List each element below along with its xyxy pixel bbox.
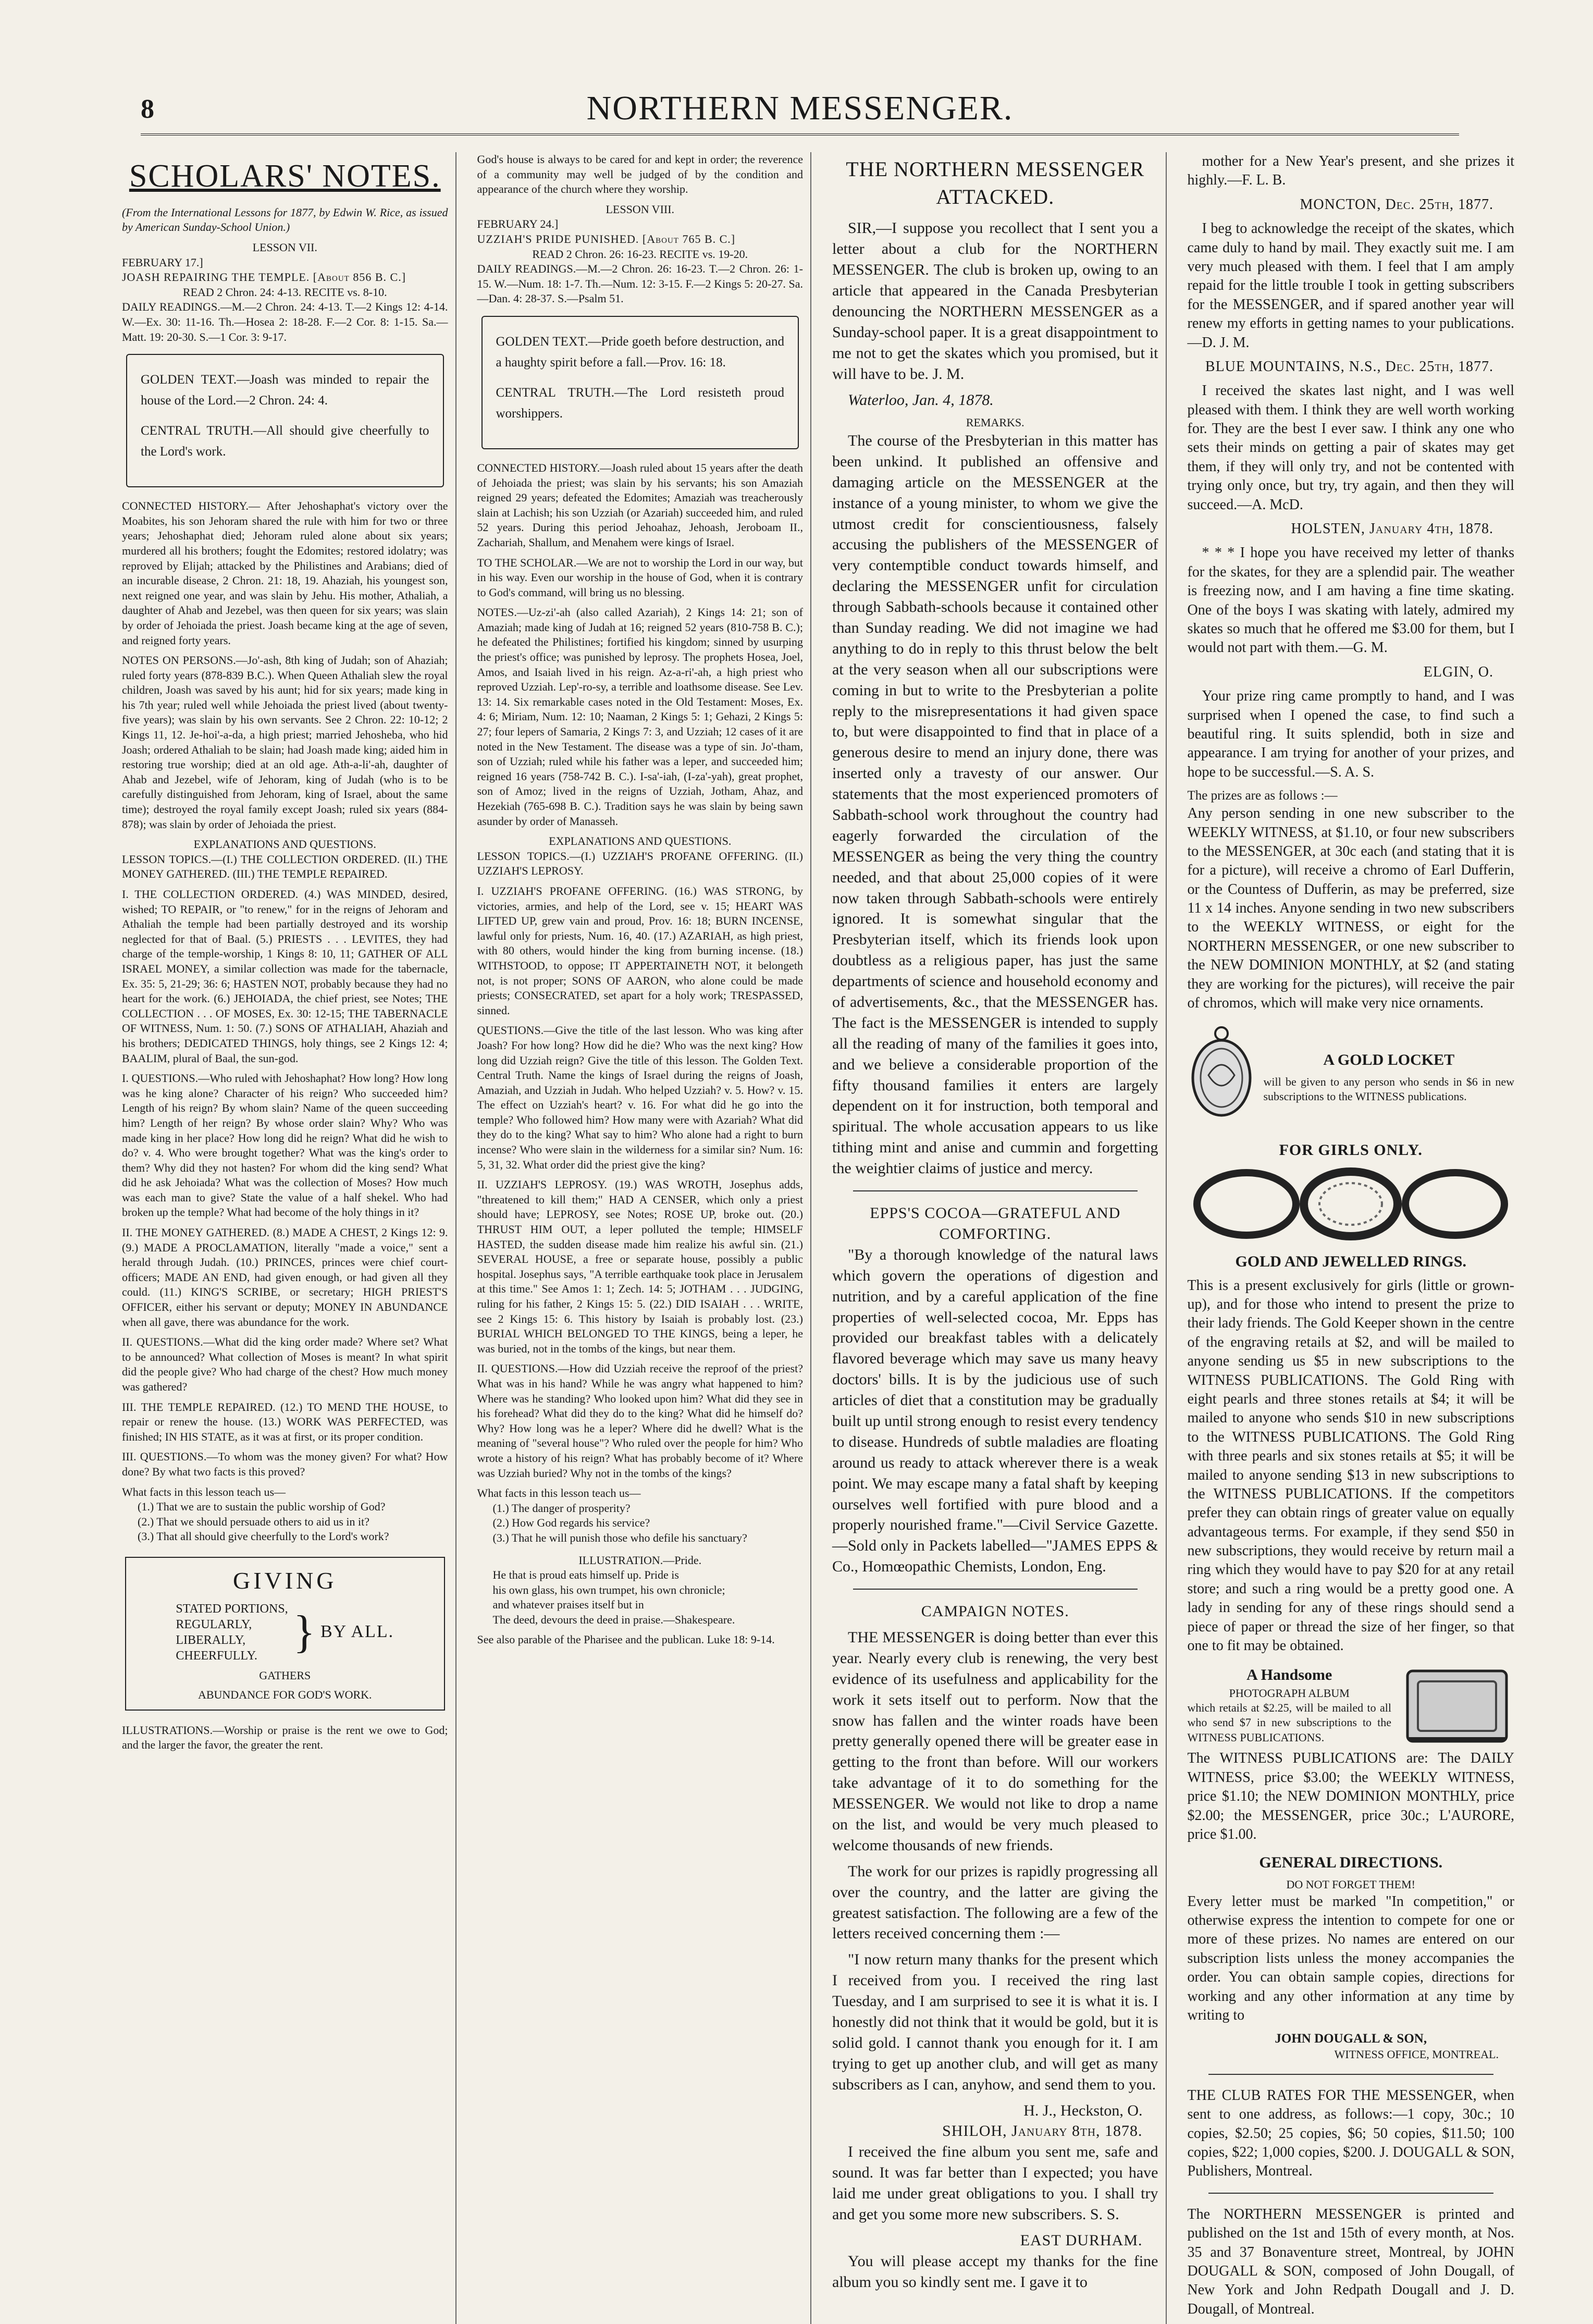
article-title: THE NORTHERN MESSENGER ATTACKED. xyxy=(846,157,1145,209)
questions-3: III. QUESTIONS.—To whom was the money given? For what? How done? By what two facts is this proved? xyxy=(122,1450,448,1478)
campaign-paragraph: The work for our prizes is rapidly progressing all over the country, and the latter are giving the greatest satisfaction. The following are a few of the letters received concerning them :— xyxy=(832,1862,1158,1942)
fact-item: (3.) That he will punish those who defile his sanctuary? xyxy=(492,1531,747,1544)
fact-item: (2.) How God regards his service? xyxy=(492,1516,650,1530)
for-girls-title: FOR GIRLS ONLY. xyxy=(1279,1141,1423,1159)
columns xyxy=(115,152,1522,2317)
letter-place: ELGIN, O. xyxy=(1423,663,1493,680)
campaign-paragraph: THE MESSENGER is doing better than ever this year. Nearly every club is renewing, the very best evidence of its usefulness and applicability for the work it sets itself out to perform. Now that the snow has fallen and the winter roads have been pretty generally opened there will be greater ease in getting to the front than before. Will our workers take advantage of it to do something for the MESSENGER. We would not like to drop a name on the list, and would be very much pleased to welcome thousands of new friends. xyxy=(832,1628,1158,1854)
locket-ad xyxy=(1188,1018,1515,1127)
poem-line: He that is proud eats himself up. Pride is xyxy=(492,1568,679,1582)
final-note: See also parable of the Pharisee and the publican. Luke 18: 9-14. xyxy=(477,1633,775,1646)
page-header xyxy=(141,78,1459,136)
giving-footer: ABUNDANCE FOR GOD'S WORK. xyxy=(197,1688,372,1701)
campaign-paragraph: "I now return many thanks for the present which I received from you. I received the ring last Tuesday, and I am surprised to see it is what it is. I honestly did not think that it would be gold, but it is solid gold. I cannot thank you enough for it. I am trying to get up another club, and will get as many subscribers as I can, anyhow, and send them to you. xyxy=(832,1951,1158,2093)
giving-row xyxy=(135,1601,435,1664)
firm-name: JOHN DOUGALL & SON, xyxy=(1275,2032,1427,2046)
rings-text: This is a present exclusively for girls (little or grown-up), and for those who intend to present the prize to their lady friends. The Gold Keeper shown in the centre of the engraving retails at $2, and will be mailed to anyone sending us $5 in new subscriptions to the WITNESS PUBLICATIONS. The Gold Ring with eight pearls and three stones retails at $4; it will be mailed to anyone who sends $10 in new subscriptions to the WITNESS PUBLICATIONS. The Gold Ring with three pearls and six stones retails at $5; it will be mailed to anyone sending $13 in new subscriptions to the WITNESS PUBLICATIONS. If the competitors prefer they can obtain rings of greater value on equally advantageous terms. For example, if they send $50 in new subscriptions, they would receive by return mail a ring which they would have to pay $20 for at any retail store; and such a ring would be a pretty good one. A lady in sending for any of these rings should send a piece of paper or thread the size of her finger, so that one to fit may be obtained. xyxy=(1187,1277,1514,1654)
letter-text: I received the fine album you sent me, safe and sound. It was far better than I expected; you have laid me under great obligations to you. I shall try and get you some more new subscribers. S. S. xyxy=(832,2143,1158,2223)
directions-title: GENERAL DIRECTIONS. xyxy=(1259,1854,1443,1872)
divider xyxy=(1208,2074,1494,2075)
read-recite: READ 2 Chron. 24: 4-13. RECITE vs. 8-10. xyxy=(182,285,387,299)
explanations-title: EXPLANATIONS AND QUESTIONS. xyxy=(193,838,376,851)
letter-place: HOLSTEN, January 4th, 1878. xyxy=(1291,521,1493,537)
lesson-topics: LESSON TOPICS.—(I.) THE COLLECTION ORDERED. (II.) THE MONEY GATHERED. (III.) THE TEMPLE REPAIRED. xyxy=(122,852,448,881)
directions-sub: DO NOT FORGET THEM! xyxy=(1286,1877,1415,1891)
giving-title: GIVING xyxy=(232,1567,337,1594)
fact-item: (1.) That we are to sustain the public worship of God? xyxy=(138,1500,386,1514)
questions-1: QUESTIONS.—Give the title of the last lesson. Who was king after Joash? For how long? How did he die? Who was the next king? How long did Uzziah reign? Give the title of this lesson. The Golden Text. Central Truth. Name the kings of Israel during the reigns of Joash, Amaziah, and Uzziah in Judah. Who helped Uzziah? v. 5. How? v. 15. The effect on Uzziah's heart? v. 16. For what did he go into the temple? Who followed him? How many were with Azariah? What did they do to the king? What say to him? Who alone had a right to burn incense? Who were slain in the wilderness for a similar sin? Num. 16: 5, 31, 32. What order did the priest give the king? xyxy=(477,1024,803,1171)
fact-item: (1.) The danger of prosperity? xyxy=(492,1501,631,1515)
prizes-text: Any person sending in one new subscriber to the WEEKLY WITNESS, at $1.10, or four new subscribers to the MESSENGER, at 30c each (and stating that it is for a picture), will receive a chromo of Earl Dufferin, or the Countess of Dufferin, as may be preferred, size 11 x 14 inches. Anyone sending in two new subscribers to the WEEKLY WITNESS, or eight for the NORTHERN MESSENGER, or one new subscriber to the NEW DOMINION MONTHLY, at $2 (and stating they are working for the pictures), will receive the pair of chromos, which will make very nice ornaments. xyxy=(1187,805,1514,1012)
illustrations: ILLUSTRATIONS.—Worship or praise is the rent we owe to God; and the larger the favor, the greater the rent. xyxy=(122,1723,448,1752)
questions-2: II. QUESTIONS.—What did the king order made? Where set? What to be announced? What collection of Moses is meant? In what spirit did the people give? Who had charge of the chest? How much money was gathered? xyxy=(122,1335,448,1394)
directions-text: Every letter must be marked "In competition," or otherwise express the intention to compete for one or more of these prizes. No names are entered on our subscription lists unless the money accompanies the order. You can obtain sample copies, directions for working and any other information at any time by writing to xyxy=(1187,1893,1514,2023)
letter-paragraph: SIR,—I suppose you recollect that I sent you a letter about a club for the NORTHERN MESSENGER. The club is broken up, owing to an article that appeared in the Canada Presbyterian denouncing the NORTHERN MESSENGER as a Sunday-school paper. It is a great disappointment to me not to get the skates which you promised, but it will have to be. J. M. xyxy=(832,219,1158,383)
letter-continuation: mother for a New Year's present, and she prizes it highly.—F. L. B. xyxy=(1187,153,1514,189)
golden-text: GOLDEN TEXT.—Pride goeth before destruction, and a haughty spirit before a fall.—Prov. 16: 18. xyxy=(496,334,784,370)
golden-text-box xyxy=(481,316,799,449)
part-1-collection: I. THE COLLECTION ORDERED. (4.) WAS MINDED, desired, wished; TO REPAIR, or "to renew," for in the reigns of Jehoram and Athaliah the temple had been partially destroyed and its worship neglected for that of Baal. (5.) PRIESTS . . . LEVITES, they had charge of the temple-worship, 1 Kings 8: 10, 11; GATHER OF ALL ISRAEL MONEY, a similar collection was made for the tabernacle, Ex. 35: 5, 21-29; 36: 6; HASTEN NOT, probably because they had no heart for the work. (6.) JEHOIADA, the chief priest, see Notes; THE COLLECTION . . . OF MOSES, Ex. 30: 12-15; THE TABERNACLE OF WITNESS, Num. 1: 50. (7.) SONS OF ATHALIAH, Ahaziah and his brothers; DEDICATED THINGS, holy things, see 2 Kings 12: 4; BAALIM, plural of Baal, the sun-god. xyxy=(122,888,448,1065)
questions-1: I. QUESTIONS.—Who ruled with Jehoshaphat? How long? How long was he king alone? Character of his reign? Who succeeded him? Length of his reign? By whom slain? Name of the queen succeeding him? Length of her reign? By whose order slain? Why? Who was made king in her place? How long did he reign? What did he wish to do? v. 4. Who were brought together? What was the king's order to them? Why did they not hasten? For whom did the king send? What did he ask Jehoiada? What was the collection of Moses? How much was each man to give? State the value of a half shekel. Who had broken up the temple? What had become of the holy things in it? xyxy=(122,1072,448,1219)
giving-line: REGULARLY, xyxy=(176,1617,252,1631)
album-sub: PHOTOGRAPH ALBUM xyxy=(1229,1686,1350,1700)
rings-title: GOLD AND JEWELLED RINGS. xyxy=(1235,1253,1466,1270)
album-ad xyxy=(1188,1661,1515,1749)
rings-icon xyxy=(1189,1165,1512,1243)
to-the-scholar: TO THE SCHOLAR.—We are not to worship the Lord in our way, but in his way. Even our worship in the house of God, when it is contrary to God's command, will bring us no blessing. xyxy=(477,556,803,599)
lesson-topics: LESSON TOPICS.—(I.) UZZIAH'S PROFANE OFFERING. (II.) UZZIAH'S LEPROSY. xyxy=(477,849,803,878)
connected-history: CONNECTED HISTORY.—Joash ruled about 15 years after the death of Jehoiada the priest; was slain by his servants; his son Amaziah reigned 29 years; defeated the Edomites; Amaziah was treacherously slain at Lachish; his son Uzziah (or Azariah) succeeded him, and ruled 52 years. During this period Jehoahaz, Jehoash, Jeroboam II., Zachariah, Shallum, and Menahem were kings of Israel. xyxy=(477,461,803,549)
notes-on-persons: NOTES ON PERSONS.—Jo'-ash, 8th king of Judah; son of Ahaziah; ruled forty years (878-839 B.C.). When Queen Athaliah slew the royal children, Joash was saved by his aunt; hid for six years; made king in his 7th year; ruled well while Jehoiada the priest lived (about twenty-five years); was slain by his own servants. See 2 Chron. 22: 10-12; 2 Kings 11, 12. Je-hoi'-a-da, a high priest; married Jehosheba, who hid Joash; ordered Athaliah to be slain; had Joash made king; aided him in restoring true worship; died at an old age. Ath-a-li'-ah, daughter of Ahab and Jezebel, wife of Jehoram, king of Judah (who is to be carefully distinguished from Jehoram, king of Israel, about the same time); destroyed the royal family except Joash; ruled six years (884-878); was slain by order of Jehoiada the priest. xyxy=(122,654,448,831)
letter-text: * * * I hope you have received my letter of thanks for the skates, for they are a splendid pair. The weather is freezing now, and I am having a fine time skating. One of the boys I was skating with lately, admired my skates so much that he offered me $3.00 for them, but I would not part with them.—G. M. xyxy=(1187,545,1514,656)
album-text: which retails at $2.25, will be mailed to all who send $7 in new subscriptions to the WITNESS PUBLICATIONS. xyxy=(1187,1701,1391,1744)
club-rates: THE CLUB RATES FOR THE MESSENGER, when sent to one address, as follows:—1 copy, 30c.; 10 copies, $2.50; 25 copies, $6; 50 copies, $11.50; 100 copies, $22; 1,000 copies, $200. J. DOUGALL & SON, Publishers, Montreal. xyxy=(1187,2087,1514,2180)
letter-place: BLUE MOUNTAINS, N.S., Dec. 25th, 1877. xyxy=(1205,358,1493,375)
part-2-money: II. THE MONEY GATHERED. (8.) MADE A CHEST, 2 Kings 12: 9. (9.) MADE A PROCLAMATION, literally "made a voice," sent a herald through Judah. (10.) PRINCES, princes were chief court-officers; MADE AN END, had given enough, or had given all they could. (11.) KING'S SCRIBE, or secretary; HIGH PRIEST'S OFFICER, either his servant or deputy; MONEY IN ABUNDANCE when all gave, there was abundance for the work. xyxy=(122,1226,448,1329)
epps-title: EPPS'S COCOA—GRATEFUL AND COMFORTING. xyxy=(870,1204,1121,1243)
giving-lines xyxy=(176,1601,288,1664)
poem-line: The deed, devours the deed in praise.—Shakespeare. xyxy=(492,1613,735,1626)
scholars-notes-title: SCHOLARS' NOTES. xyxy=(129,158,441,194)
central-truth: CENTRAL TRUTH.—All should give cheerfully to the Lord's work. xyxy=(141,424,429,459)
locket-icon xyxy=(1188,1023,1255,1122)
connected-history: CONNECTED HISTORY.— After Jehoshaphat's victory over the Moabites, his son Jehoram shared the rule with him for two or three years; Jehoshaphat died; Jehoram ruled alone about six years; murdered all his brothers; fought the Edomites; restored idolatry; was reproved by Elijah; attacked by the Philistines and Arabians; died of an incurable disease, 2 Chron. 21: 18, 19. Ahaziah, his youngest son, next reigned one year, and was slain by Jehu. His mother, Athaliah, a daughter of Ahab and Jezebel, was then queen for six years; was slain by order of Jehoiada the priest. Joash became king at the age of seven, and reigned forty years. xyxy=(122,499,448,647)
album-title: A Handsome xyxy=(1246,1666,1332,1684)
letter-text: Your prize ring came promptly to hand, and I was surprised when I opened the case, to find such a beautiful ring. It suits splendid, both in size and appearance. I am trying for another of your prizes, and hope to be successful.—S. A. S. xyxy=(1187,688,1514,780)
giving-by-all: BY ALL. xyxy=(320,1622,394,1642)
illustration-title: ILLUSTRATION.—Pride. xyxy=(578,1553,702,1567)
intro: God's house is always to be cared for and kept in order; the reverence of a community may well be judged of by the condition and appearance of the church where they worship. xyxy=(477,153,803,196)
letter-place: MONCTON, Dec. 25th, 1877. xyxy=(1300,196,1493,213)
letter-text: You will please accept my thanks for the fine album you so kindly sent me. I gave it to xyxy=(832,2252,1158,2291)
central-truth: CENTRAL TRUTH.—The Lord resisteth proud worshippers. xyxy=(496,385,784,421)
locket-title: A GOLD LOCKET xyxy=(1323,1051,1455,1069)
column-2 xyxy=(470,152,812,2324)
giving-line: LIBERALLY, xyxy=(176,1633,246,1647)
lesson-number: LESSON VIII. xyxy=(606,202,675,216)
part-3-temple: III. THE TEMPLE REPAIRED. (12.) TO MEND THE HOUSE, to repair or renew the house. (13.) WORK WAS PERFECTED, was finished; IN HIS STATE, as it was at first, or its proper condition. xyxy=(122,1400,448,1443)
dateline: EAST DURHAM. xyxy=(1020,2231,1143,2249)
letter-dateline: Waterloo, Jan. 4, 1878. xyxy=(848,391,994,409)
giving-gathers: GATHERS xyxy=(259,1668,311,1682)
facts-intro: What facts in this lesson teach us— xyxy=(122,1485,286,1498)
poem-line: and whatever praises itself but in xyxy=(492,1598,644,1612)
poem-line: his own glass, his own trumpet, his own chronicle; xyxy=(492,1583,725,1596)
fact-item: (3.) That all should give cheerfully to the Lord's work? xyxy=(138,1530,389,1543)
giving-line: STATED PORTIONS, xyxy=(176,1602,288,1616)
page-number: 8 xyxy=(141,94,154,124)
locket-text: will be given to any person who sends in $6 in new subscriptions to the WITNESS publications. xyxy=(1263,1075,1514,1103)
column-4 xyxy=(1180,152,1522,2324)
fact-item: (2.) That we should persuade others to aid us in it? xyxy=(138,1515,369,1528)
daily-readings: DAILY READINGS.—M.—2 Chron. 26: 16-23. T.—2 Chron. 26: 1-15. W.—Num. 18: 1-7. Th.—Num. 12: 3-15. F.—2 Kings 5: 20-27. Sa.—Dan. 4: 28-37. S.—Psalm 51. xyxy=(477,262,803,305)
golden-text: GOLDEN TEXT.—Joash was minded to repair the house of the Lord.—2 Chron. 24: 4. xyxy=(141,373,429,408)
firm-place: WITNESS OFFICE, MONTREAL. xyxy=(1334,2048,1499,2061)
dateline: SHILOH, January 8th, 1878. xyxy=(942,2122,1143,2140)
daily-readings: DAILY READINGS.—M.—2 Chron. 24: 4-13. T.—2 Kings 12: 4-14. W.—Ex. 30: 11-16. Th.—Hosea 2: 18-28. F.—2 Cor. 8: 1-15. Sa.—Matt. 19: 20-30. S.—1 Cor. 3: 9-17. xyxy=(122,300,448,343)
lesson-title: UZZIAH'S PRIDE PUNISHED. [About 765 B. C.] xyxy=(477,232,736,245)
source-note: (From the International Lessons for 1877, by Edwin W. Rice, as issued by American Sunday-School Union.) xyxy=(122,205,448,234)
read-recite: READ 2 Chron. 26: 16-23. RECITE vs. 19-20. xyxy=(532,247,748,261)
album-icon xyxy=(1400,1661,1514,1749)
remarks-title: REMARKS. xyxy=(966,416,1024,429)
letter-text: I beg to acknowledge the receipt of the skates, which came duly to hand by mail. They exactly suit me. I am very much pleased with them. I feel that I am amply repaid for the little trouble I took in getting subscribers for the MESSENGER, and if spared another year will renew my efforts in getting names to your publications.—D. J. M. xyxy=(1187,220,1514,351)
divider xyxy=(853,1190,1138,1191)
prizes-intro: The prizes are as follows :— xyxy=(1187,789,1338,803)
part-2-leprosy: II. UZZIAH'S LEPROSY. (19.) WAS WROTH, Josephus adds, "threatened to kill them;" HAD A CENSER, which only a priest should have; LEPROSY, see Notes; ROSE UP, broke out. (20.) THRUST HIM OUT, a leper polluted the temple; HIMSELF HASTED, the sudden disease made him realize his awful sin. (21.) SEVERAL HOUSE, a free or separate house, possibly a public hospital. Josephus says, "A terrible earthquake took place in Jerusalem at this time." See Amos 1: 1; Zech. 14: 5; JOTHAM . . . JUDGING, ruling for his father, 2 Kings 15: 5. (22.) DID ISAIAH . . . WRITE, see 2 Kings 15: 6. This history by Isaiah is probably lost. (23.) BURIAL WHICH BELONGED TO THE KINGS, being a leper, he was buried, not in the tombs of the kings, but near them. xyxy=(477,1178,803,1355)
divider xyxy=(853,1589,1138,1590)
divider xyxy=(1208,2193,1494,2194)
epps-text: "By a thorough knowledge of the natural laws which govern the operations of digestion and nutrition, and by a careful application of the fine properties of well-selected cocoa, Mr. Epps has provided our breakfast tables with a delicately flavored beverage which may save us many heavy doctors' bills. It is by the judicious use of such articles of diet that a constitution may be gradually built up until strong enough to resist every tendency to disease. Hundreds of subtle maladies are floating around us ready to attack wherever there is a weak point. We may escape many a fatal shaft by keeping ourselves well fortified with pure blood and a properly nourished frame."—Civil Service Gazette.—Sold only in Packets labelled—"JAMES EPPS & Co., Homœopathic Chemists, London, Eng. xyxy=(832,1246,1158,1576)
explanations-title: EXPLANATIONS AND QUESTIONS. xyxy=(549,834,732,848)
imprint: The NORTHERN MESSENGER is printed and published on the 1st and 15th of every month, at Nos. 35 and 37 Bonaventure street, Montreal, by JOHN DOUGALL & SON, composed of John Dougall, of New York and John Redpath Dougall and J. D. Dougall, of Montreal. xyxy=(1187,2206,1514,2317)
lesson-date: FEBRUARY 24.] xyxy=(477,217,559,231)
album-text-block xyxy=(1188,1665,1392,1745)
lesson-number: LESSON VII. xyxy=(252,241,317,254)
brace-glyph: } xyxy=(293,1606,315,1657)
golden-text-box xyxy=(126,354,444,487)
publications: The WITNESS PUBLICATIONS are: The DAILY WITNESS, price $3.00; the WEEKLY WITNESS, price $1.10; the NEW DOMINION MONTHLY, price $2.00; the MESSENGER, price 30c.; L'AURORE, price $1.00. xyxy=(1187,1750,1514,1842)
lesson-date: FEBRUARY 17.] xyxy=(122,255,203,269)
remarks-text: The course of the Presbyterian in this matter has been unkind. It published an offensive and damaging article on the MESSENGER at the instance of a young minister, to whom we give the utmost credit for conscientiousness, falsely accusing the publishers of the MESSENGER of very contemptible conduct towards himself, and declaring the MESSENGER unfit for circulation through Sabbath-schools because it contained other than Sunday reading. We did not imagine we had anything to do in reply to this thrust below the belt at the very season when all our subscriptions were coming in but to write to the Presbyterian a polite reply to the misrepresentations it had given space to, but were disappointed to find that in place of a generous desire to mend an injury done, there was inserted only a travesty of our answer. Our statements that the most experienced promoters of Sabbath-school work throughout the country had eagerly forwarded the circulation of the MESSENGER as being the very thing the country needed, and that about 25,000 copies of it were now taken through Sabbath-schools were entirely ignored. It is somewhat singular that the Presbyterian itself, which its friends look upon doubtless as a religious paper, has just the same departments of science and household economy and of advertisements, &c., that the MESSENGER has. The fact is the MESSENGER is intended to supply all the reading of many of the families it goes into, and we believe a considerable proportion of the fifty thousand families it enters are largely dependent on it for instruction, both temporal and spiritual. The whole accusation appears to us like tithing mint and anise and cummin and forgetting the weightier claims of justice and mercy. xyxy=(832,432,1158,1177)
lesson-title: JOASH REPAIRING THE TEMPLE. [About 856 B. C.] xyxy=(122,270,406,284)
campaign-notes-title: CAMPAIGN NOTES. xyxy=(921,1603,1069,1620)
questions-2: II. QUESTIONS.—How did Uzziah receive the reproof of the priest? What was in his hand? While he was angry what happened to him? Where was he standing? Who looked upon him? What did they see in his forehead? What did they do to the king? What did he himself do? Why? How long was he a leper? Where did he dwell? What is the meaning of "several house"? Who ruled over the people for him? Who wrote a history of his reign? What has probably become of it? Where was Uzziah buried? Why not in the tombs of the kings? xyxy=(477,1362,803,1480)
facts-intro: What facts in this lesson teach us— xyxy=(477,1486,641,1500)
signature: H. J., Heckston, O. xyxy=(1023,2101,1143,2119)
giving-line: CHEERFULLY. xyxy=(176,1649,257,1663)
column-1 xyxy=(115,152,456,2324)
column-3 xyxy=(825,152,1167,2324)
locket-text-block xyxy=(1264,1041,1515,1104)
letter-text: I received the skates last night, and I was well pleased with them. I think they are well worth working for. They are the best I ever saw. I think any one who sets their minds on getting a pair of skates may get them, if they will only try, and not be contented with trying only once, but try, try again, and then they will succeed.—A. McD. xyxy=(1187,383,1514,513)
notes: NOTES.—Uz-zi'-ah (also called Azariah), 2 Kings 14: 21; son of Amaziah; made king of Judah at 16; reigned 52 years (810-758 B. C.); he defeated the Philistines; fortified his kingdom; sinned by usurping the priest's office; was punished by leprosy. The prophets Hosea, Joel, Amos, and Isaiah lived in his reign. Az-a-ri'-ah, a high priest who reproved Uzziah. Lep'-ro-sy, a terrible and loathsome disease. See Lev. 13: 14. Six remarkable cases noted in the Old Testament: Moses, Ex. 4: 6; Miriam, Num. 12: 10; Naaman, 2 Kings 5: 1; Gehazi, 2 Kings 5: 27; four lepers of Samaria, 2 Kings 7: 3, and Uzziah; 12 cases of it are noted in the New Testament. The disease was a type of sin. Jo'-tham, son of Uzziah; ruled while his father was a leper, and succeeded him; reigned 16 years (758-742 B. C.). I-sa'-iah, (I-za'-yah), great prophet, son of Amoz; lived in the reigns of Uzziah, Jotham, Ahaz, and Hezekiah (765-698 B. C.). Tradition says he was slain by being sawn asunder by order of Manasseh. xyxy=(477,606,803,828)
page-title: NORTHERN MESSENGER. xyxy=(586,89,1014,127)
part-1-profane-offering: I. UZZIAH'S PROFANE OFFERING. (16.) WAS STRONG, by victories, armies, and help of the Lord, see v. 15; HEART WAS LIFTED UP, grew vain and proud, Prov. 16: 18; BURN INCENSE, lawful only for priests, Num. 16, 40. (17.) AZARIAH, as high priest, with 80 others, would hinder the king from burning incense. (18.) WITHSTOOD, to oppose; IT APPERTAINETH NOT, it belongeth not, is not proper; SONS OF AARON, who alone could be made priests; CONSECRATED, set apart for a holy work; TRESPASSED, sinned. xyxy=(477,884,803,1017)
giving-box xyxy=(125,1557,445,1711)
